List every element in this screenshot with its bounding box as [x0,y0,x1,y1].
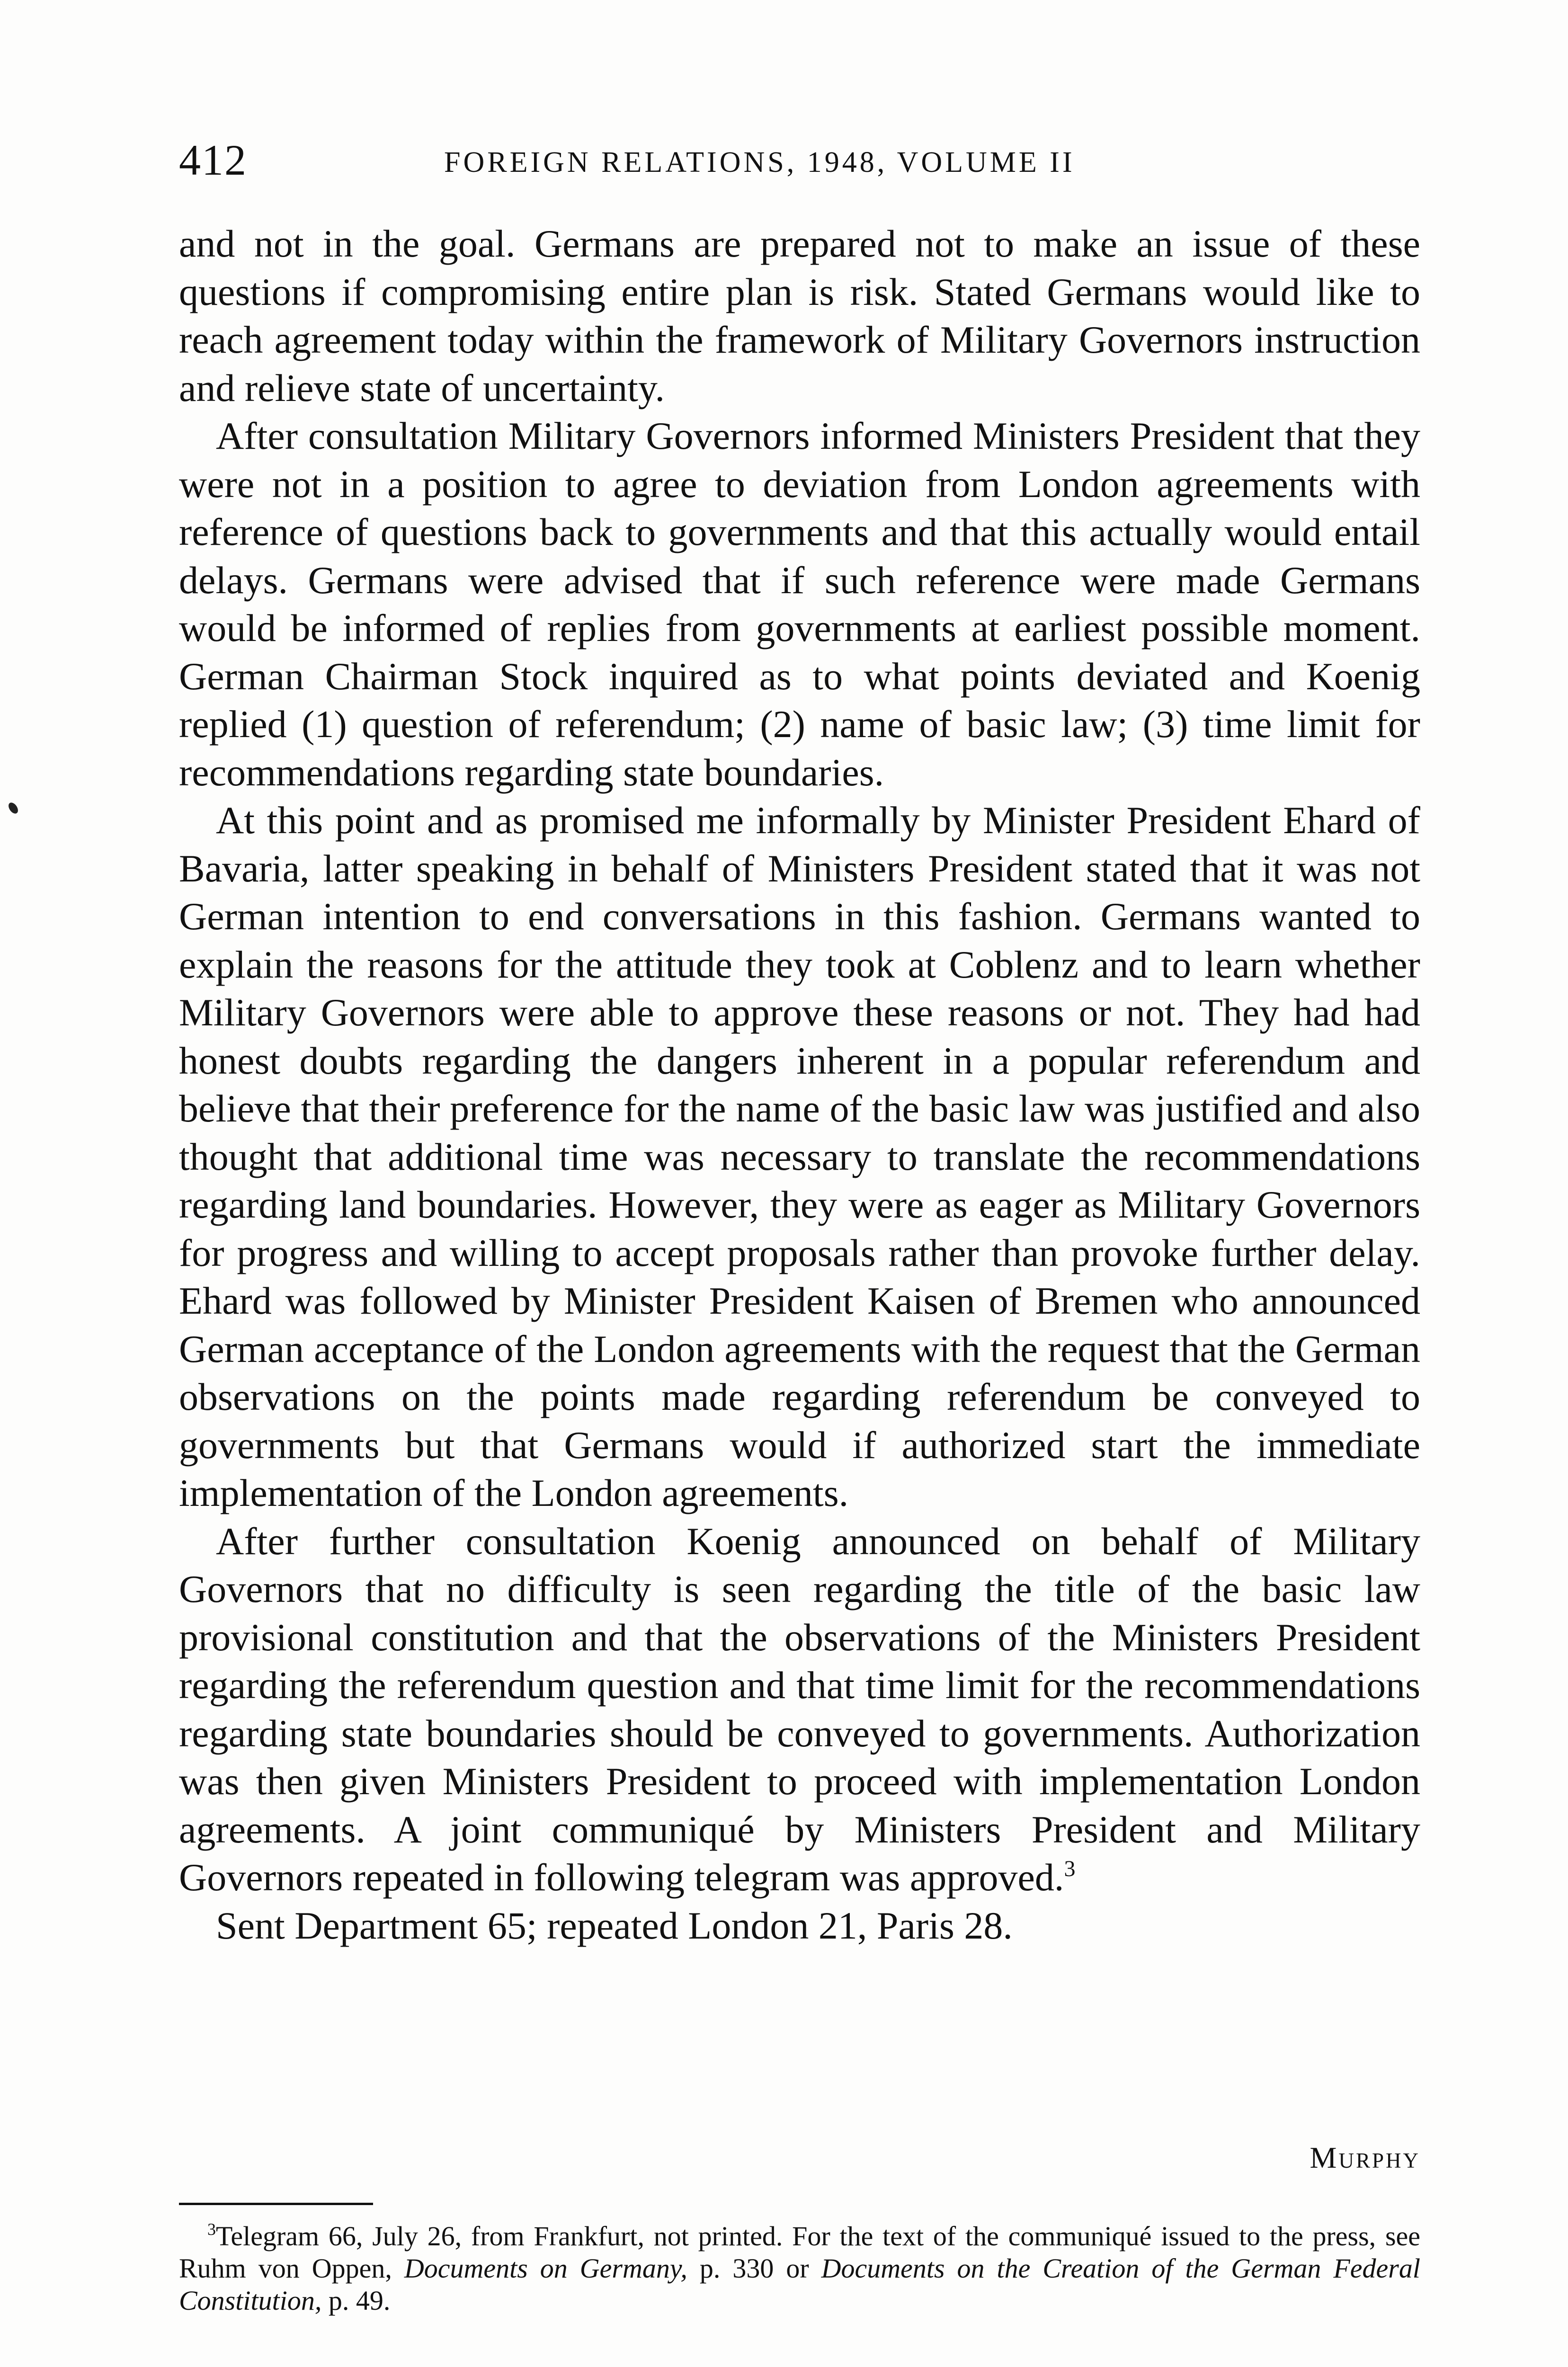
body-text [179,220,1420,1949]
margin-ink-mark [7,801,20,815]
footnote-reference: 3 [1064,1856,1076,1881]
running-title: FOREIGN RELATIONS, 1948, VOLUME II [444,146,1075,178]
signature: Murphy [1310,2141,1420,2174]
paragraph-distribution: Sent Department 65; repeated London 21, Paris 28. [216,1904,1013,1947]
footnote-title-federal-constitution: Documents on the Creation of the German Federal Constitution, [179,2253,1420,2316]
footnote-text-after: p. 49. [321,2285,391,2316]
paragraph-koenig-announcement [179,1517,1420,1902]
page-number: 412 [179,136,247,184]
footnote-text-before: Telegram 66, July 26, from Frankfurt, not printed. For the text of the communiqué issued to the press, see Ruhm von Oppen, [179,2221,1420,2284]
running-head [179,132,1419,188]
footnote-text-middle: p. 330 or [687,2253,821,2284]
paragraph-ehard-statement: At this point and as promised me informally by Minister President Ehard of Bavaria, latter speaking in behalf of Ministers President stated that it was not German intention to end conversations in this fashion. Germans wanted to explain the reasons for the attitude they took at Coblenz and to learn whether Military Governors were able to approve these reasons or not. They had had honest doubts regarding the dangers inherent in a popular referendum and believe that their preference for the name of the basic law was justified and also thought that additional time was necessary to translate the recommendations regarding land boundaries. However, they were as eager as Military Governors for progress and willing to accept proposals rather than provoke further delay. Ehard was followed by Minister President Kaisen of Bremen who announced German acceptance of the London agreements with the request that the German observations on the points made regarding referendum be conveyed to governments but that Germans would if authorized start the immediate implementation of the London agreements. [179,799,1420,1514]
paragraph-continuation: and not in the goal. Germans are prepared not to make an issue of these questions if compromising entire plan is risk. Stated Germans would like to reach agreement today within the framework of Military Governors instruction and relieve state of uncertainty. [179,222,1420,409]
paragraph-military-governors-reply: After consultation Military Governors informed Ministers President that they were not in a position to agree to deviation from London agreements with reference of questions back to governments and that this actually would entail delays. Germans were advised that if such reference were made Germans would be informed of replies from governments at earliest possible moment. German Chairman Stock inquired as to what points deviated and Koenig replied (1) question of referendum; (2) name of basic law; (3) time limit for recommendations regarding state boundaries. [179,414,1420,794]
paragraph-koenig-text: After further consultation Koenig announced on behalf of Military Governors that no difficulty is seen regarding the title of the basic law provisional constitution and that the observations of the Ministers President regarding the referendum question and that time limit for the recommendations regarding state boundaries should be conveyed to governments. Authorization was then given Ministers President to proceed with implementation London agreements. A joint communiqué by Ministers President and Military Governors repeated in following telegram was approved. [179,1519,1420,1899]
footnote-divider [179,2203,373,2205]
footnote [179,2220,1420,2317]
footnote-title-documents-on-germany: Documents on Germany, [404,2253,687,2284]
footnote-marker: 3 [207,2220,216,2239]
